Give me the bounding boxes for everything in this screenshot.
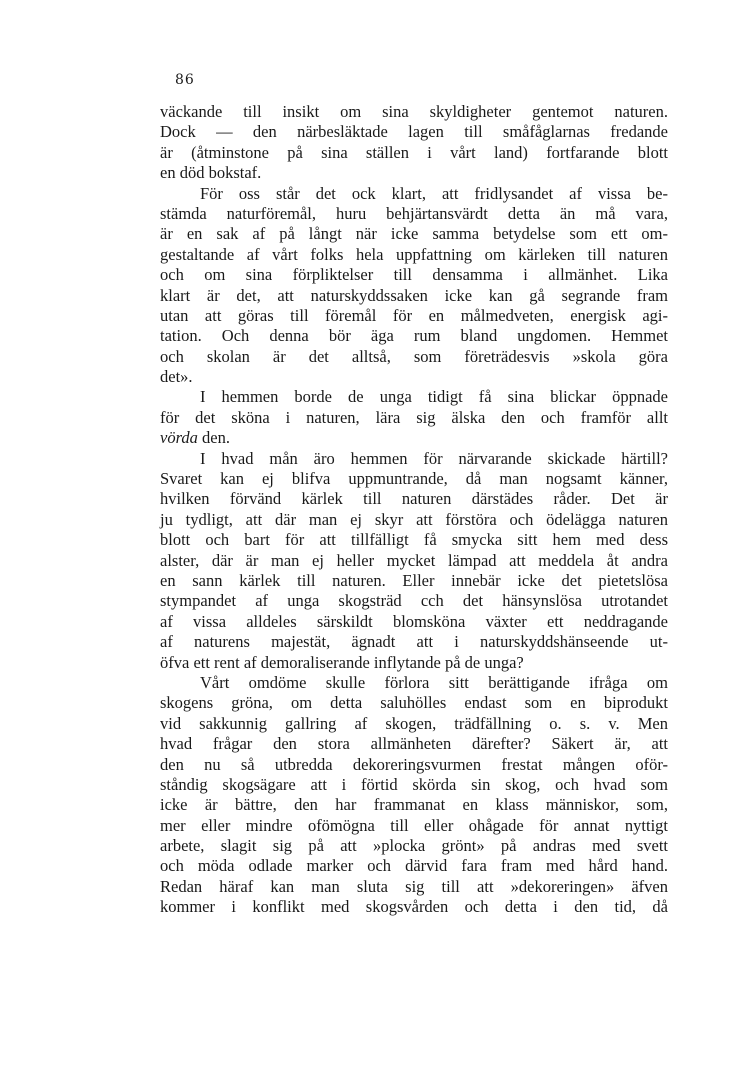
- text-line: den nu så utbredda dekoreringsvurmen frestat mången oför-: [160, 754, 668, 774]
- text-line: af vissa alldeles särskildt blomsköna växter ett neddragande: [160, 611, 668, 631]
- text-line: klart är det, att naturskyddssaken icke kan gå segrande fram: [160, 285, 668, 305]
- text-line: alster, där är man ej heller mycket lämpad att meddela åt andra: [160, 550, 668, 570]
- text-line: skogens gröna, om detta saluhölles endast som en biprodukt: [160, 693, 668, 713]
- text-line: är (åtminstone på sina ställen i vårt land) fortfarande blott: [160, 142, 668, 162]
- text-line: hvad frågar den stora allmänheten därefter? Säkert är, att: [160, 734, 668, 754]
- text-line: I hemmen borde de unga tidigt få sina blickar öppnade: [200, 387, 668, 407]
- text-line: en sann kärlek till naturen. Eller innebär icke det pietetslösa: [160, 570, 668, 590]
- text-line: Svaret kan ej blifva uppmuntrande, då man nogsamt känner,: [160, 469, 668, 489]
- text-line: I hvad mån äro hemmen för närvarande skickade härtill?: [200, 448, 668, 468]
- text-line: Redan häraf kan man sluta sig till att »dekoreringen» äfven: [160, 876, 668, 896]
- text-line: stämda naturföremål, huru behjärtansvärdt detta än må vara,: [160, 203, 668, 223]
- body-text: [160, 102, 668, 918]
- emphasis: vörda: [160, 428, 198, 448]
- text-line: af naturens majestät, ägnadt att i naturskyddshänseende ut-: [160, 632, 668, 652]
- text-line: och skolan är det alltså, som företrädesvis »skola göra: [160, 346, 668, 366]
- text-line: Vårt omdöme skulle förlora sitt berättigande ifråga om: [200, 672, 668, 692]
- text-line: tation. Och denna bör äga rum bland ungdomen. Hemmet: [160, 326, 668, 346]
- text-line: gestaltande af vårt folks hela uppfattning om kärleken till naturen: [160, 244, 668, 264]
- text-line: arbete, slagit sig på att »plocka grönt» på andras med svett: [160, 836, 668, 856]
- text-line: ståndig skogsägare att i förtid skörda sin skog, och hvad som: [160, 774, 668, 794]
- text-line: och möda odlade marker och därvid fara fram med hård hand.: [160, 856, 668, 876]
- text-line: är en sak af på långt när icke samma betydelse som ett om-: [160, 224, 668, 244]
- text-line: För oss står det ock klart, att fridlysandet af vissa be-: [200, 183, 668, 203]
- text-line: mer eller mindre ofömögna till eller ohågade för annat nyttigt: [160, 815, 668, 835]
- text-line: kommer i konflikt med skogsvården och detta i den tid, då: [160, 897, 668, 917]
- text-line: och om sina förpliktelser till densamma i allmänhet. Lika: [160, 265, 668, 285]
- text-line: stympandet af unga skogsträd cch det hänsynslösa utrotandet: [160, 591, 668, 611]
- text-line: icke är bättre, den har frammanat en klass människor, som,: [160, 795, 668, 815]
- text-line: ju tydligt, att där man ej skyr att förstöra och ödelägga naturen: [160, 509, 668, 529]
- text-line: hvilken förvänd kärlek till naturen därstädes råder. Det är: [160, 489, 668, 509]
- page-number: 86: [175, 72, 195, 88]
- text-line: blott och bart för att tillfälligt få smycka sitt hem med dess: [160, 530, 668, 550]
- text-line: väckande till insikt om sina skyldigheter gentemot naturen.: [160, 102, 668, 121]
- text-line: vid sakkunnig gallring af skogen, trädfällning o. s. v. Men: [160, 713, 668, 733]
- text-line: Dock — den närbesläktade lagen till småfåglarnas fredande: [160, 122, 668, 142]
- text-line: för det sköna i naturen, lära sig älska den och framför allt: [160, 407, 668, 427]
- text-line: utan att göras till föremål för en målmedveten, energisk agi-: [160, 305, 668, 325]
- text-line: öfva ett rent af demoraliserande inflytande på de unga?: [160, 652, 524, 672]
- text-line: vörda den.: [160, 428, 230, 448]
- text-line: en död bokstaf.: [160, 163, 262, 183]
- text-line: det».: [160, 367, 193, 387]
